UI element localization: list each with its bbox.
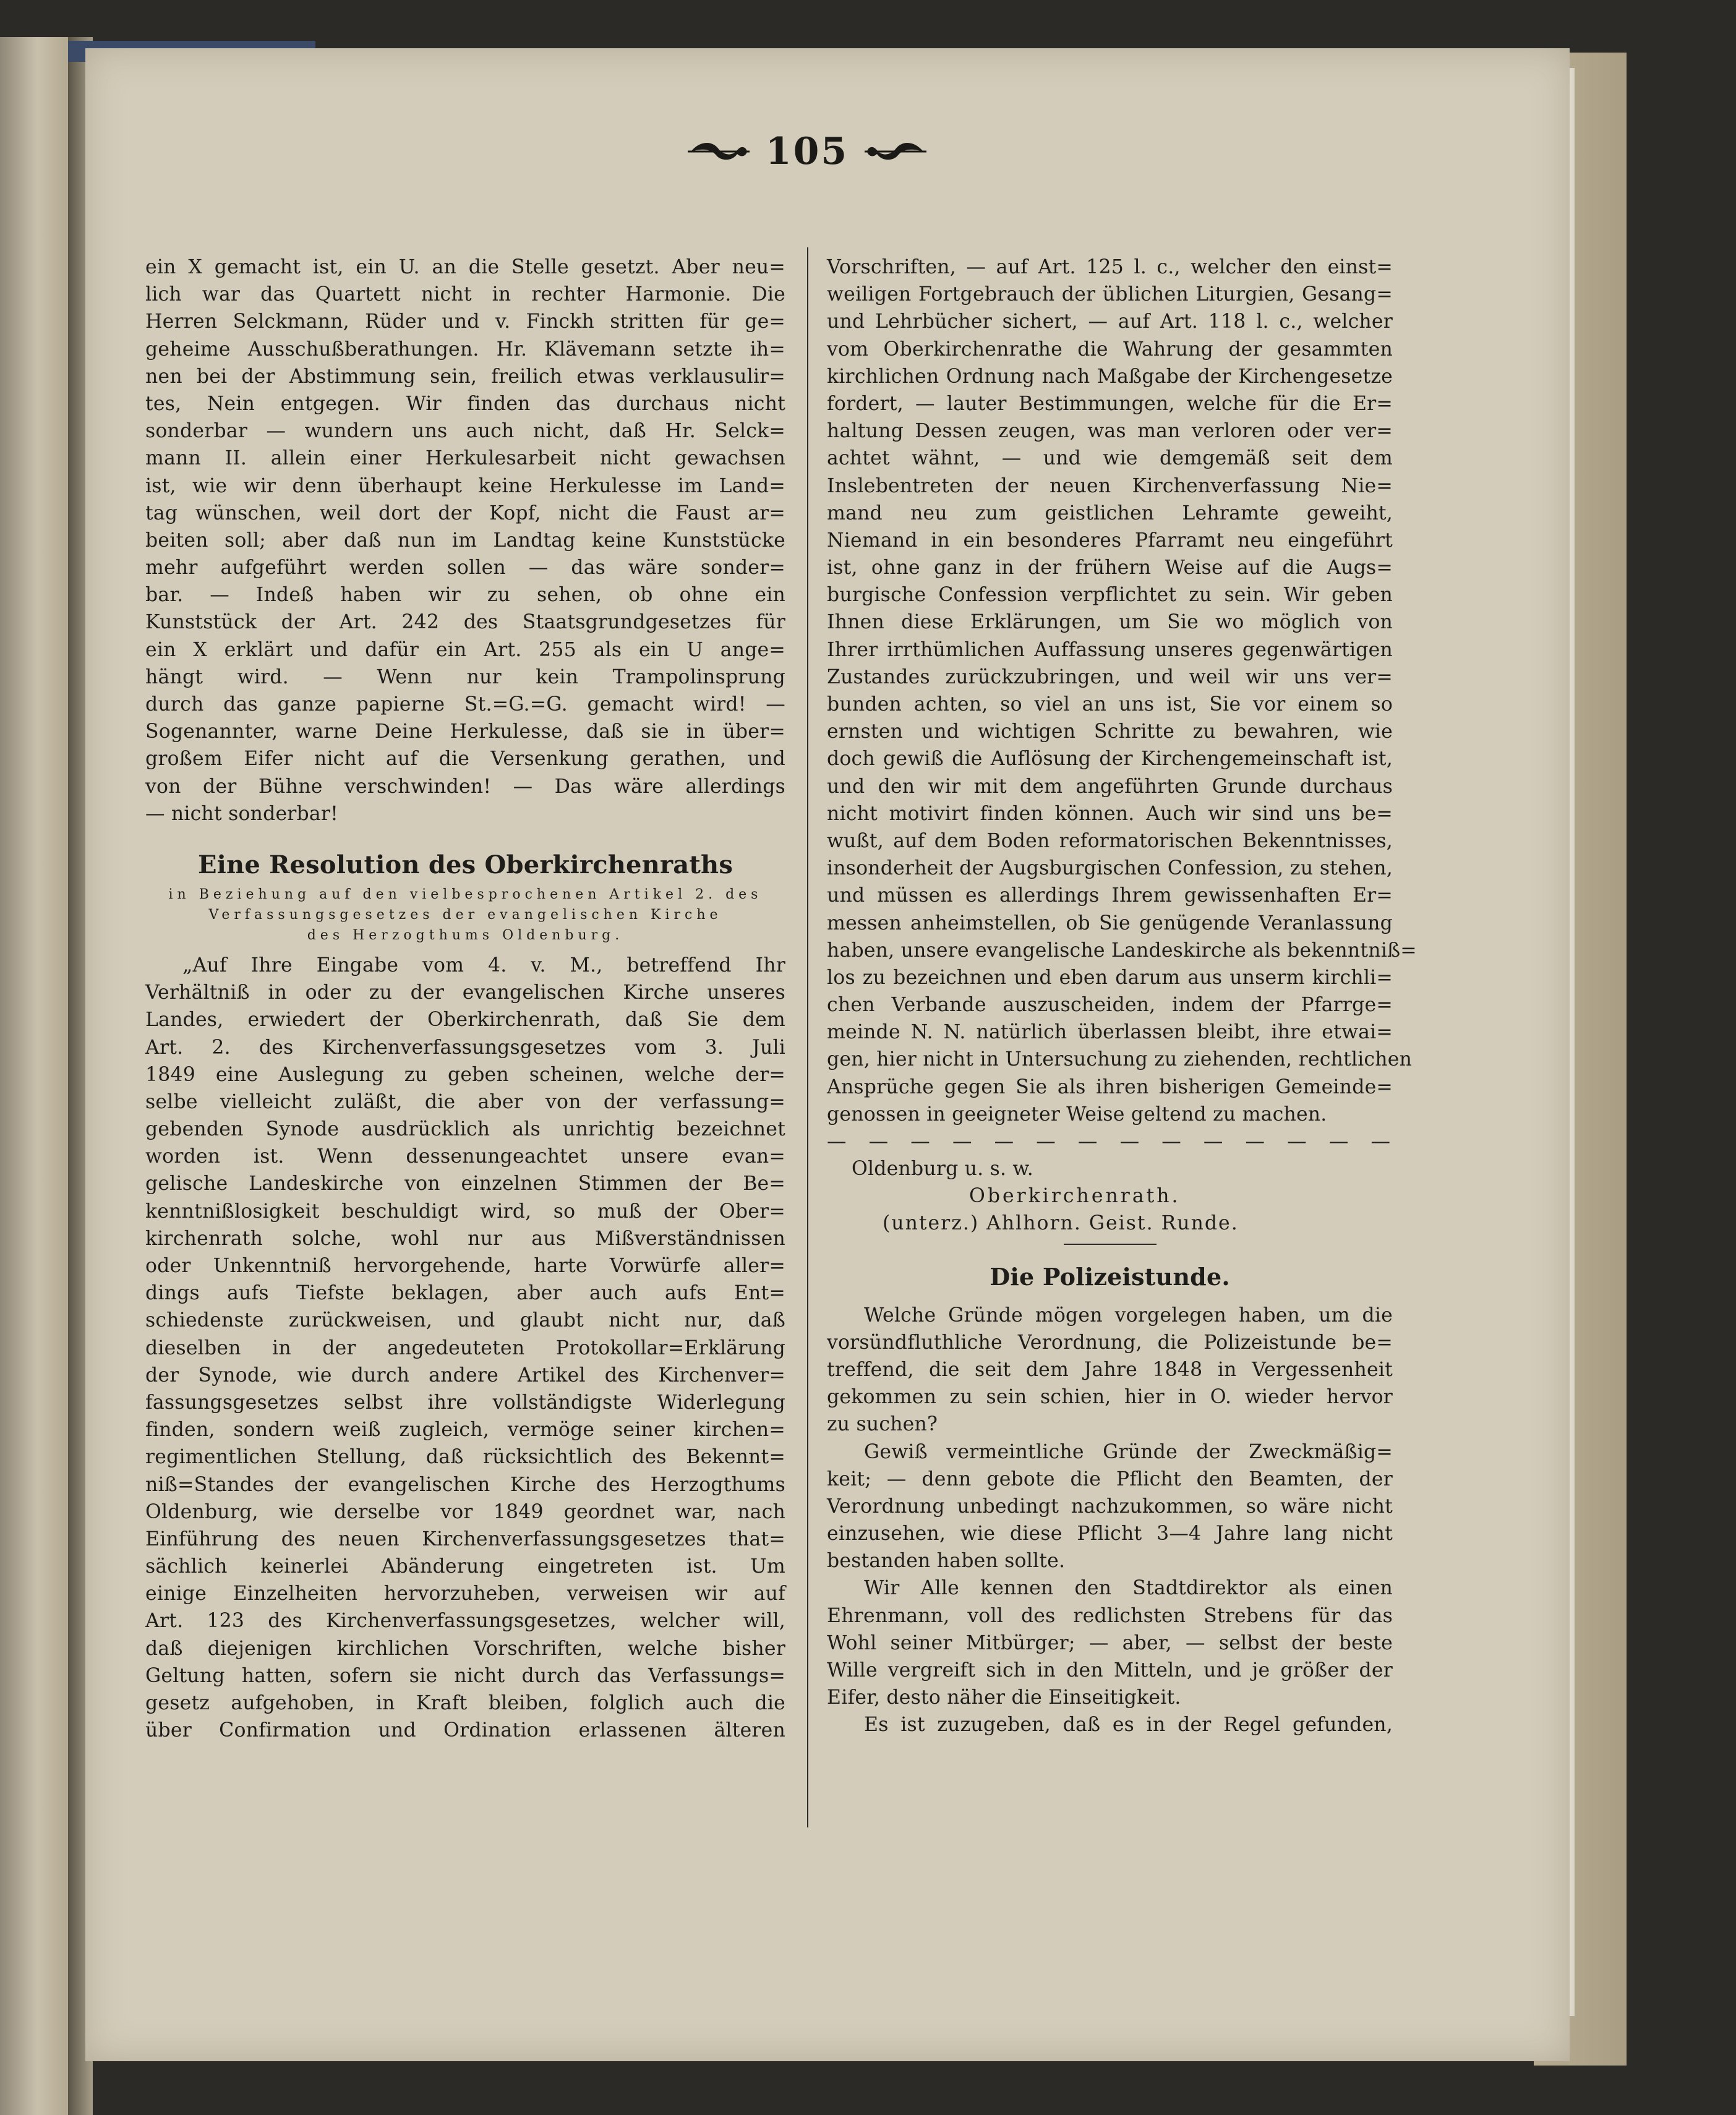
text-line: Herren Selckmann, Rüder und v. Finckh stritten für ge= <box>145 310 785 333</box>
subheading-line: in Beziehung auf den vielbesprochenen Artikel 2. des <box>168 886 763 902</box>
text-line: gesetz aufgehoben, in Kraft bleiben, folglich auch die <box>145 1692 785 1714</box>
text-line: Ihnen diese Erklärungen, um Sie wo möglich von <box>827 611 1393 634</box>
text-line: nen bei der Abstimmung sein, freilich etwas verklausulir= <box>145 365 785 388</box>
article-text-block <box>145 952 785 1744</box>
section-text-block <box>827 1302 1393 1739</box>
facing-page-edge <box>0 37 68 2115</box>
text-line: insonderheit der Augsburgischen Confession, zu stehen, <box>827 857 1393 880</box>
text-line: und müssen es allerdings Ihrem gewissenhaften Er= <box>827 884 1393 907</box>
text-line: Inslebentreten der neuen Kirchenverfassung Nie= <box>827 474 1393 497</box>
article-continuation-block <box>827 254 1417 1128</box>
text-line: ernsten und wichtigen Schritte zu bewahren, wie <box>827 720 1393 743</box>
text-line: und den wir mit dem angeführten Grunde durchaus <box>827 775 1393 798</box>
text-line: fassungsgesetzes selbst ihre vollständigste Widerlegung <box>145 1391 785 1414</box>
text-line: hängt wird. — Wenn nur kein Trampolinsprung <box>145 665 785 688</box>
signature-office: Oberkirchenrath. <box>969 1185 1181 1208</box>
text-line: finden, sondern weiß zugleich, vermöge seiner kirchen= <box>145 1419 785 1442</box>
text-line: gelische Landeskirche von einzelnen Stimmen der Be= <box>145 1173 785 1195</box>
text-line: über Confirmation und Ordination erlassenen älteren <box>145 1719 785 1742</box>
text-line: worden ist. Wenn dessenungeachtet unsere evan= <box>145 1145 785 1168</box>
text-line: großem Eifer nicht auf die Versenkung gerathen, und <box>145 748 785 771</box>
text-line: mand neu zum geistlichen Lehramte geweiht, <box>827 502 1393 524</box>
article-subheading <box>145 884 785 946</box>
text-line: nicht motivirt finden können. Auch wir sind uns be= <box>827 802 1393 825</box>
text-line: kirchenrath solche, wohl nur aus Mißverständnissen <box>145 1227 785 1250</box>
right-ornament-icon <box>865 138 926 165</box>
subheading-line: Verfassungsgesetzes der evangelischen Kirche <box>208 907 722 923</box>
text-line: ein X gemacht ist, ein U. an die Stelle gesetzt. Aber neu= <box>145 256 785 278</box>
text-line: tag wünschen, weil dort der Kopf, nicht die Faust ar= <box>145 502 785 524</box>
subheading-line: des Herzogthums Oldenburg. <box>307 927 624 943</box>
signature-place: Oldenburg u. s. w. <box>852 1158 1034 1180</box>
section-rule <box>1064 1244 1157 1245</box>
text-line: Einführung des neuen Kirchenverfassungsgesetzes that= <box>145 1528 785 1550</box>
text-line: weiligen Fortgebrauch der üblichen Liturgien, Gesang= <box>827 283 1393 306</box>
text-line: fordert, — lauter Bestimmungen, welche für die Er= <box>827 392 1393 415</box>
text-line: mann II. allein einer Herkulesarbeit nicht gewachsen <box>145 447 785 470</box>
text-line: geheime Ausschußberathungen. Hr. Klävemann setzte ih= <box>145 338 785 361</box>
left-ornament-icon <box>688 138 750 165</box>
text-line: Wohl seiner Mitbürger; — aber, — selbst der beste <box>827 1631 1393 1654</box>
text-line: Oldenburg, wie derselbe vor 1849 geordnet war, nach <box>145 1500 785 1523</box>
text-line: einige Einzelheiten hervorzuheben, verweisen wir auf <box>145 1583 785 1605</box>
text-line: zu suchen? <box>827 1413 938 1436</box>
text-line: doch gewiß die Auflösung der Kirchengemeinschaft ist, <box>827 748 1393 771</box>
text-line: gebenden Synode ausdrücklich als unrichtig bezeichnet <box>145 1118 785 1141</box>
page-header <box>665 121 949 182</box>
text-line: gen, hier nicht in Untersuchung zu ziehenden, rechtlichen <box>827 1048 1413 1071</box>
text-line: ist, wie wir denn überhaupt keine Herkulesse im Land= <box>145 474 785 497</box>
text-line: Welche Gründe mögen vorgelegen haben, um die <box>864 1304 1393 1327</box>
text-line: Art. 2. des Kirchenverfassungsgesetzes vom 3. Juli <box>145 1036 785 1059</box>
text-line: schiedenste zurückweisen, und glaubt nicht nur, daß <box>145 1309 785 1332</box>
dash-separator: — — — — — — — — — — — — — — <box>827 1130 1393 1153</box>
text-line: der Synode, wie durch andere Artikel des Kirchenver= <box>145 1364 785 1386</box>
text-line: Verordnung unbedingt nachzukommen, so wäre nicht <box>827 1495 1393 1518</box>
spacer <box>827 1296 1393 1302</box>
text-line: wußt, auf dem Boden reformatorischen Bekenntnisses, <box>827 829 1393 852</box>
text-line: vorsündfluthliche Verordnung, die Polizeistunde be= <box>827 1331 1393 1354</box>
signature-block <box>827 1155 1393 1237</box>
text-line: „Auf Ihre Eingabe vom 4. v. M., betreffend Ihr <box>182 954 785 976</box>
text-line: bar. — Indeß haben wir zu sehen, ob ohne ein <box>145 584 785 607</box>
text-line: keit; — denn gebote die Pflicht den Beamten, der <box>827 1468 1393 1490</box>
text-line: Gewiß vermeintliche Gründe der Zweckmäßig= <box>864 1440 1393 1463</box>
text-line: achtet wähnt, — und wie demgemäß seit dem <box>827 447 1393 470</box>
text-line: ist, ohne ganz in der frühern Weise auf die Augs= <box>827 557 1393 579</box>
text-line: Ehrenmann, voll des redlichsten Strebens für das <box>827 1604 1393 1627</box>
text-line: tes, Nein entgegen. Wir finden das durchaus nicht <box>145 392 785 415</box>
text-line: haben, unsere evangelische Landeskirche als bekenntniß= <box>827 939 1417 962</box>
right-column <box>827 254 1417 1739</box>
article-heading: Eine Resolution des Oberkirchenraths <box>197 850 733 879</box>
text-line: gekommen zu sein schien, hier in O. wieder hervor <box>827 1386 1393 1409</box>
text-line: mehr aufgeführt werden sollen — das wäre sonder= <box>145 557 785 579</box>
text-line: daß diejenigen kirchlichen Vorschriften, welche bisher <box>145 1637 785 1660</box>
text-line: haltung Dessen zeugen, was man verloren oder ver= <box>827 420 1393 443</box>
text-line: Wille vergreift sich in den Mitteln, und je größer der <box>827 1659 1393 1681</box>
text-line: Vorschriften, — auf Art. 125 l. c., welcher den einst= <box>827 256 1393 278</box>
text-line: Sogenannter, warne Deine Herkulesse, daß sie in über= <box>145 720 785 743</box>
text-line: vom Oberkirchenrathe die Wahrung der gesammten <box>827 338 1393 361</box>
text-line: meinde N. N. natürlich überlassen bleibt, ihre etwai= <box>827 1021 1393 1044</box>
text-line: sächlich keinerlei Abänderung eingetreten ist. Um <box>145 1555 785 1578</box>
text-line: Ansprüche gegen Sie als ihren bisherigen Gemeinde= <box>827 1075 1393 1098</box>
text-line: Ihrer irrthümlichen Auffassung unseres gegenwärtigen <box>827 638 1393 661</box>
text-line: dieselben in der angedeuteten Protokollar=Erklärung <box>145 1336 785 1359</box>
text-line: beiten soll; aber daß nun im Landtag keine Kunststücke <box>145 529 785 552</box>
text-line: regimentlichen Stellung, daß rücksichtlich des Bekennt= <box>145 1446 785 1469</box>
column-divider <box>807 247 808 1827</box>
text-line: dings aufs Tiefste beklagen, aber auch aufs Ent= <box>145 1282 785 1305</box>
text-line: bestanden haben sollte. <box>827 1550 1066 1573</box>
text-line: und Lehrbücher sichert, — auf Art. 118 l. c., welcher <box>827 310 1393 333</box>
signature-names: (unterz.) Ahlhorn. Geist. Runde. <box>883 1212 1239 1235</box>
text-line: — nicht sonderbar! <box>145 802 339 825</box>
text-line: treffend, die seit dem Jahre 1848 in Vergessenheit <box>827 1358 1393 1381</box>
text-line: lich war das Quartett nicht in rechter Harmonie. Die <box>145 283 785 306</box>
text-line: Eifer, desto näher die Einseitigkeit. <box>827 1686 1181 1709</box>
text-line: Zustandes zurückzubringen, und weil wir uns ver= <box>827 665 1393 688</box>
text-line: kenntnißlosigkeit beschuldigt wird, so muß der Ober= <box>145 1200 785 1223</box>
text-line: messen anheimstellen, ob Sie genügende Veranlassung <box>827 912 1393 934</box>
left-column <box>145 254 785 1744</box>
text-line: Geltung hatten, sofern sie nicht durch das Verfassungs= <box>145 1664 785 1687</box>
spacer <box>145 827 785 846</box>
text-line: Art. 123 des Kirchenverfassungsgesetzes, welcher will, <box>145 1610 785 1633</box>
text-line: Verhältniß in oder zu der evangelischen Kirche unseres <box>145 981 785 1004</box>
text-line: bunden achten, so viel an uns ist, Sie vor einem so <box>827 693 1393 716</box>
text-line: Landes, erwiedert der Oberkirchenrath, daß Sie dem <box>145 1009 785 1032</box>
text-line: oder Unkenntniß hervorgehende, harte Vorwürfe aller= <box>145 1255 785 1277</box>
text-line: niß=Standes der evangelischen Kirche des Herzogthums <box>145 1473 785 1496</box>
text-line: Kunststück der Art. 242 des Staatsgrundgesetzes für <box>145 611 785 634</box>
text-line: ein X erklärt und dafür ein Art. 255 als ein U ange= <box>145 638 785 661</box>
section-heading: Die Polizeistunde. <box>990 1262 1230 1291</box>
spacer <box>145 946 785 952</box>
page-number: 105 <box>765 130 849 173</box>
text-line: burgische Confession verpflichtet zu sein. Wir geben <box>827 584 1393 607</box>
text-line: los zu bezeichnen und eben darum aus unserm kirchli= <box>827 966 1393 989</box>
text-line: selbe vielleicht zuläßt, die aber von der verfassung= <box>145 1090 785 1113</box>
intro-text-block <box>145 254 785 827</box>
text-line: kirchlichen Ordnung nach Maßgabe der Kirchengesetze <box>827 365 1393 388</box>
text-line: durch das ganze papierne St.=G.=G. gemacht wird! — <box>145 693 785 716</box>
text-line: sonderbar — wundern uns auch nicht, daß Hr. Selck= <box>145 420 785 443</box>
text-line: chen Verbande auszuscheiden, indem der Pfarrge= <box>827 994 1393 1017</box>
text-line: von der Bühne verschwinden! — Das wäre allerdings <box>145 775 785 798</box>
text-line: Es ist zuzugeben, daß es in der Regel gefunden, <box>864 1714 1393 1737</box>
text-line: genossen in geeigneter Weise geltend zu machen. <box>827 1103 1327 1126</box>
text-line: Niemand in ein besonderes Pfarramt neu eingeführt <box>827 529 1393 552</box>
text-line: einzusehen, wie diese Pflicht 3—4 Jahre lang nicht <box>827 1523 1393 1545</box>
text-line: 1849 eine Auslegung zu geben scheinen, welche der= <box>145 1063 785 1086</box>
text-line: Wir Alle kennen den Stadtdirektor als einen <box>864 1577 1393 1600</box>
